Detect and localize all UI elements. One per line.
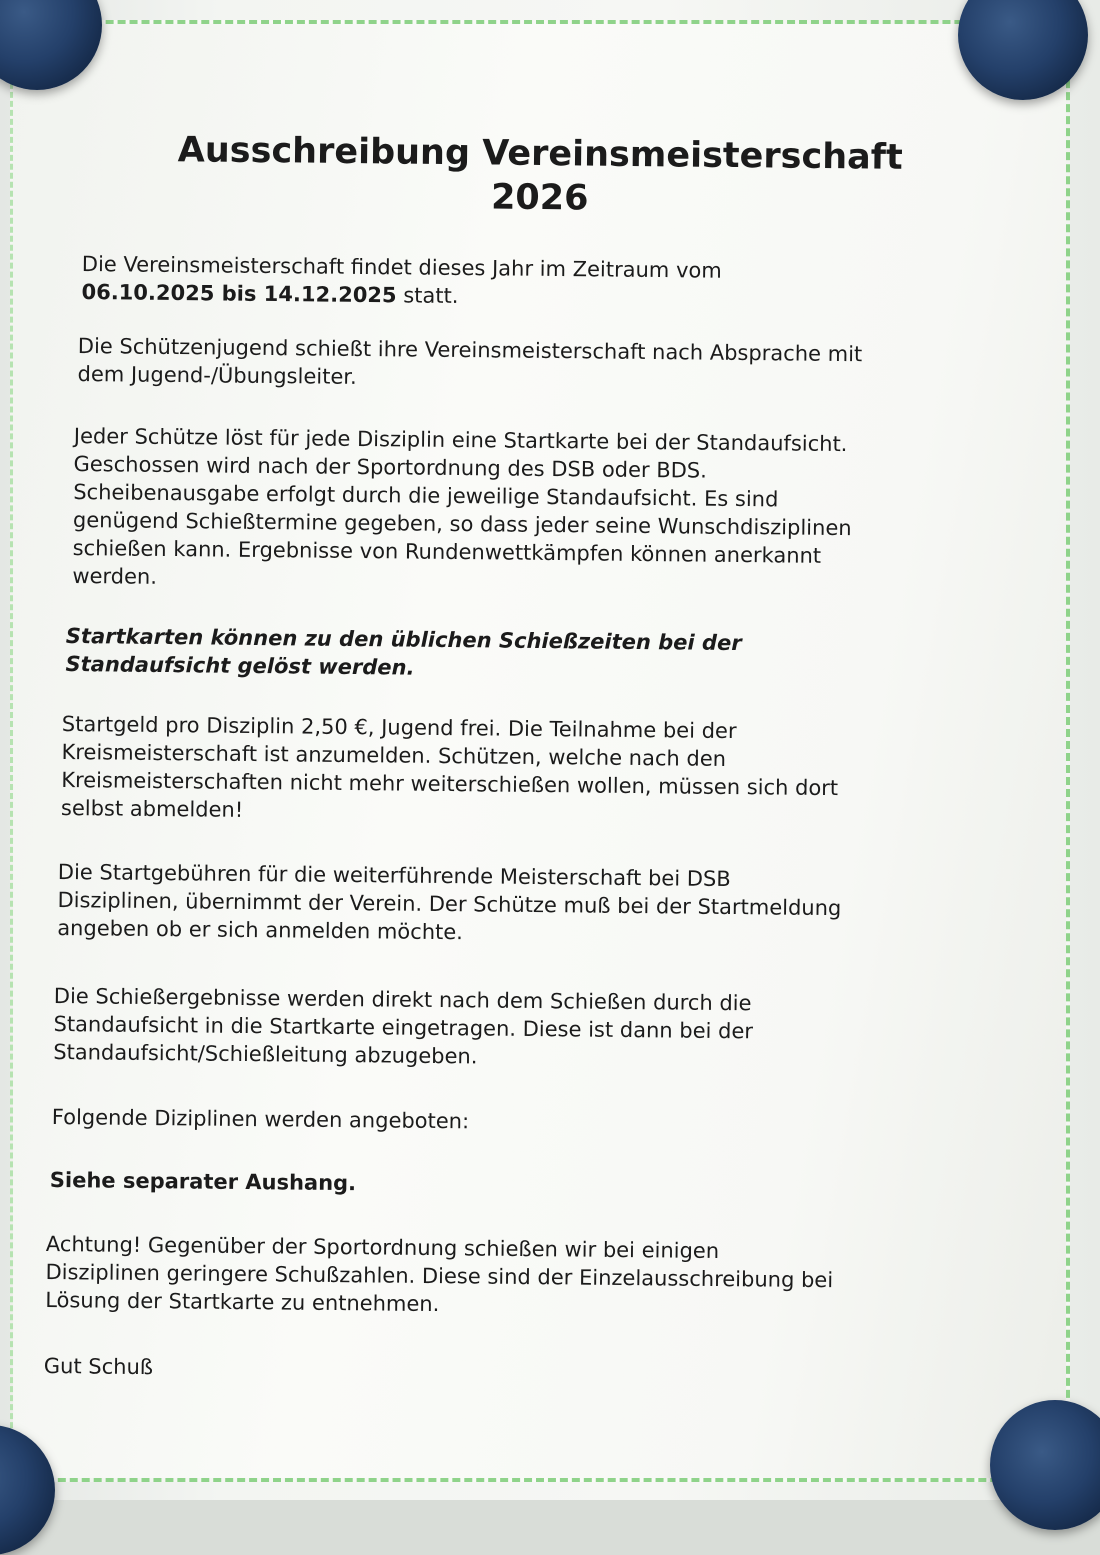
notice-line-2: Disziplinen geringere Schußzahlen. Diese sind der Einzelausschreibung bei [45, 1259, 834, 1293]
club-fees-line-3: angeben ob er sich anmelden möchte. [57, 915, 464, 945]
club-fees-line-2: Disziplinen, übernimmt der Verein. Der Schütze muß bei der Startmeldung [57, 887, 842, 921]
youth-paragraph [77, 332, 998, 398]
intro-suffix: statt. [396, 283, 459, 308]
title-year: 2026 [490, 177, 589, 219]
results-paragraph [53, 982, 984, 1076]
rules-line-1: Jeder Schütze löst für jede Disziplin eine Startkarte bei der Standaufsicht. [73, 423, 848, 457]
closing-greeting: Gut Schuß [43, 1353, 154, 1380]
fee-line-1: Startgeld pro Disziplin 2,50 €, Jugend frei. Die Teilnahme bei der [61, 711, 737, 744]
youth-line-2: dem Jugend-/Übungsleiter. [77, 361, 357, 389]
results-line-3: Standaufsicht/Schießleitung abzugeben. [53, 1039, 478, 1069]
title-line-1: Ausschreibung Vereinsmeisterschaft [177, 130, 903, 178]
notice-line-1: Achtung! Gegenüber der Sportordnung schießen wir bei einigen [45, 1231, 720, 1264]
rules-line-4: genügend Schießtermine gegeben, so dass jeder seine Wunschdisziplinen [72, 507, 852, 541]
club-fees-paragraph [57, 858, 1008, 952]
fee-paragraph [61, 710, 992, 832]
rules-paragraph [72, 422, 994, 600]
rules-line-6: werden. [72, 563, 158, 589]
results-line-1: Die Schießergebnisse werden direkt nach dem Schießen durch die [53, 983, 752, 1016]
fee-line-4: selbst abmelden! [60, 795, 244, 822]
results-line-2: Standaufsicht in die Startkarte eingetragen. Diese ist dann bei der [53, 1011, 754, 1044]
disciplines-reference: Siehe separater Aushang. [49, 1167, 357, 1196]
youth-line-1: Die Schützenjugend schießt ihre Vereinsmeisterschaft nach Absprache mit [77, 333, 863, 367]
rules-line-3: Scheibenausgabe erfolgt durch die jeweilige Standaufsicht. Es sind [73, 479, 779, 512]
notice-line-3: Lösung der Startkarte zu entnehmen. [45, 1287, 440, 1317]
rules-line-2: Geschossen wird nach der Sportordnung des DSB oder BDS. [73, 451, 708, 483]
club-fees-line-1: Die Startgebühren für die weiterführende Meisterschaft bei DSB [57, 859, 731, 892]
fee-line-3: Kreismeisterschaften nicht mehr weiterschießen wollen, müssen sich dort [61, 767, 839, 801]
intro-line-1: Die Vereinsmeisterschaft findet dieses Jahr im Zeitraum vom [81, 251, 722, 283]
page-title [100, 127, 981, 224]
startcards-line-1: Startkarten können zu den üblichen Schießzeiten bei der [65, 623, 742, 656]
rules-line-5: schießen kann. Ergebnisse von Rundenwettkämpfen können anerkannt [72, 535, 822, 568]
fee-line-2: Kreismeisterschaft ist anzumelden. Schützen, welche nach den [61, 739, 727, 771]
startcards-line-2: Standaufsicht gelöst werden. [65, 651, 415, 680]
intro-paragraph [81, 250, 1002, 316]
startcards-paragraph [65, 622, 966, 687]
disciplines-intro: Folgende Diziplinen werden angeboten: [51, 1104, 470, 1134]
notice-paragraph [45, 1230, 1006, 1324]
date-range: 06.10.2025 bis 14.12.2025 [81, 279, 397, 308]
